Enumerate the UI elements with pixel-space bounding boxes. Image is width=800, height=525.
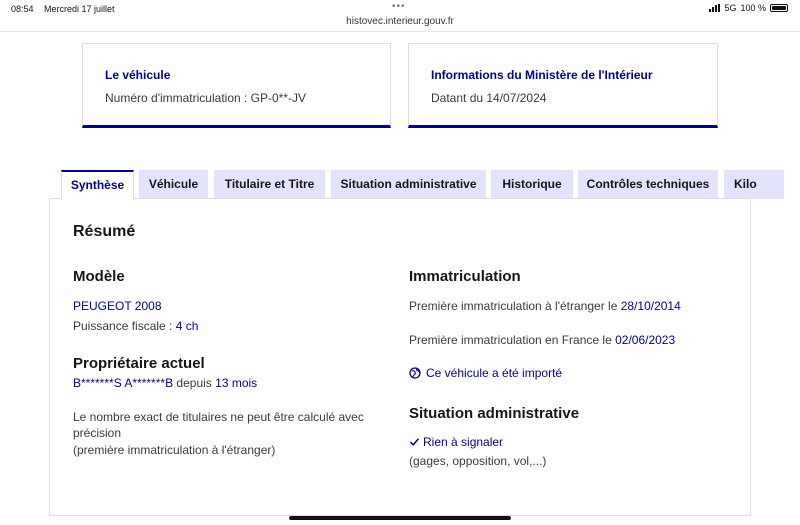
status-time: 08:54 bbox=[11, 4, 34, 14]
fiscal-power bbox=[73, 319, 198, 333]
home-indicator[interactable] bbox=[289, 516, 511, 520]
tab-vehicule[interactable]: Véhicule bbox=[139, 170, 208, 199]
divider bbox=[0, 31, 800, 32]
owner-note: Le nombre exact de titulaires ne peut être calculé avec précision bbox=[73, 410, 364, 440]
owner-line bbox=[73, 376, 257, 390]
model-name: PEUGEOT 2008 bbox=[73, 299, 162, 313]
status-date: Mercredi 17 juillet bbox=[44, 4, 115, 14]
status-bar bbox=[0, 0, 800, 16]
address-bar[interactable]: histovec.interieur.gouv.fr bbox=[346, 16, 454, 27]
france-registration-date: 02/06/2023 bbox=[615, 333, 676, 347]
imported-notice bbox=[409, 366, 562, 380]
status-indicators bbox=[709, 3, 788, 13]
foreign-registration-date: 28/10/2014 bbox=[620, 299, 681, 313]
check-icon bbox=[409, 437, 420, 447]
tab-titulaire[interactable]: Titulaire et Titre bbox=[214, 170, 325, 199]
owner-since-label: depuis bbox=[176, 376, 212, 390]
tab-situation-administrative[interactable]: Situation administrative bbox=[331, 170, 486, 199]
ministry-card-date: Datant du 14/07/2024 bbox=[431, 91, 547, 105]
france-registration bbox=[409, 333, 675, 347]
ministry-card bbox=[408, 43, 718, 128]
admin-heading: Situation administrative bbox=[409, 405, 580, 422]
registration-number: Numéro d'immatriculation : GP-0**-JV bbox=[105, 91, 307, 105]
model-heading: Modèle bbox=[73, 268, 125, 285]
admin-status bbox=[409, 435, 503, 449]
globe-icon bbox=[409, 367, 421, 379]
network-label: 5G bbox=[724, 3, 737, 13]
signal-icon bbox=[709, 4, 720, 12]
owner-note-detail: (première immatriculation à l'étranger) bbox=[73, 443, 276, 457]
owner-heading: Propriétaire actuel bbox=[73, 355, 205, 372]
admin-status-text: Rien à signaler bbox=[423, 435, 504, 449]
vehicle-card-title: Le véhicule bbox=[105, 68, 171, 82]
summary-heading: Résumé bbox=[73, 223, 136, 240]
owner-name: B*******S A*******B bbox=[73, 376, 174, 390]
foreign-registration-label: Première immatriculation à l'étranger le bbox=[409, 299, 618, 313]
tab-historique[interactable]: Historique bbox=[491, 170, 573, 199]
battery-label: 100 % bbox=[740, 3, 766, 13]
france-registration-label: Première immatriculation en France le bbox=[409, 333, 612, 347]
foreign-registration bbox=[409, 299, 681, 313]
tab-controles-techniques[interactable]: Contrôles techniques bbox=[578, 170, 718, 199]
registration-heading: Immatriculation bbox=[409, 268, 521, 285]
tab-bar bbox=[61, 170, 757, 199]
owner-since-value: 13 mois bbox=[215, 376, 258, 390]
imported-text: Ce véhicule a été importé bbox=[426, 366, 563, 380]
ministry-card-title: Informations du Ministère de l'Intérieur bbox=[431, 68, 653, 82]
vehicle-card bbox=[82, 43, 391, 128]
fiscal-power-label: Puissance fiscale : bbox=[73, 319, 173, 333]
admin-detail: (gages, opposition, vol,...) bbox=[409, 454, 547, 468]
fiscal-power-value: 4 ch bbox=[175, 319, 199, 333]
summary-panel bbox=[49, 198, 751, 516]
multitasking-dots[interactable]: ••• bbox=[392, 1, 406, 12]
tab-synthese[interactable]: Synthèse bbox=[61, 170, 134, 200]
battery-icon bbox=[770, 4, 788, 12]
tab-kilometrage[interactable]: Kilo bbox=[724, 170, 784, 199]
